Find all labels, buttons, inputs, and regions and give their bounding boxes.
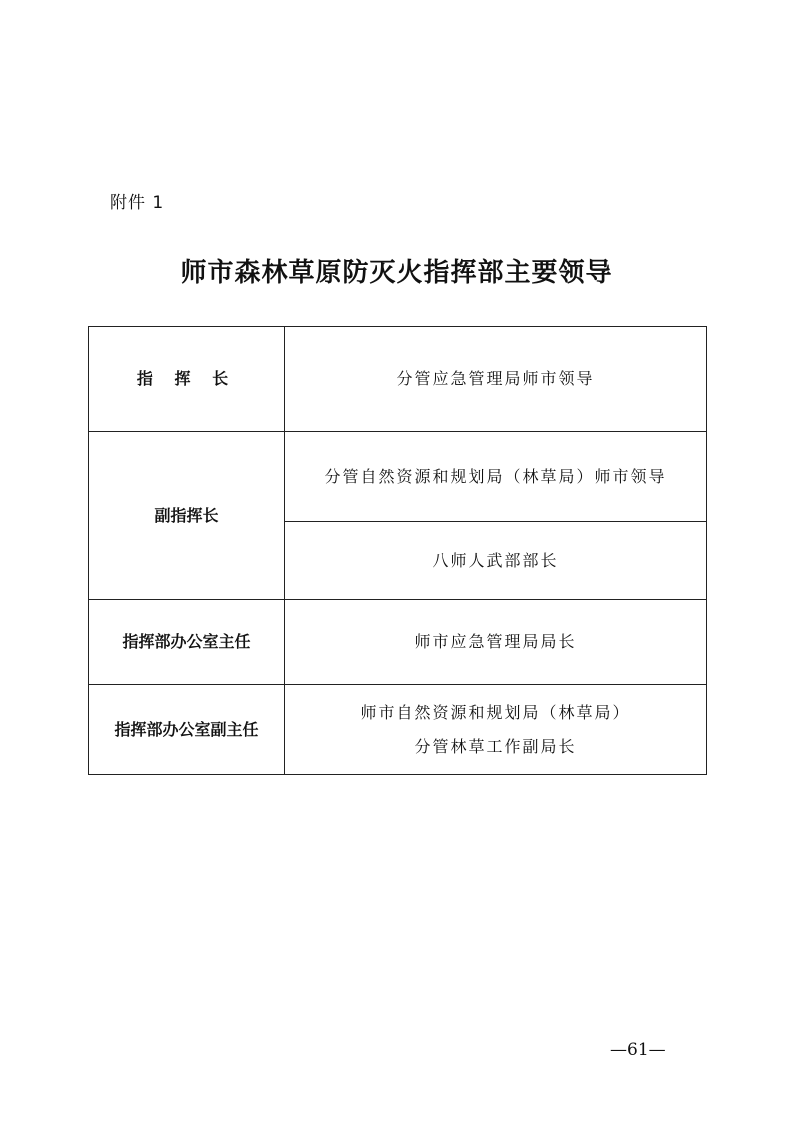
table-row [89,327,707,432]
duty-office-deputy-director [285,685,707,775]
duty-line: 分管林草工作副局长 [414,736,577,756]
duty-commander: 分管应急管理局师市领导 [285,327,707,432]
role-office-deputy-director: 指挥部办公室副主任 [89,685,285,775]
role-deputy-commander: 副指挥长 [89,432,285,600]
page-number: —61— [610,1040,666,1060]
duty-office-director: 师市应急管理局局长 [285,600,707,685]
duty-deputy-commander-1: 分管自然资源和规划局（林草局）师市领导 [285,432,707,522]
table-row [89,600,707,685]
duty-deputy-commander-2: 八师人武部部长 [285,522,707,600]
duty-line: 师市自然资源和规划局（林草局） [360,702,631,722]
document-title: 师市森林草原防灭火指挥部主要领导 [180,258,613,288]
table-row [89,432,707,522]
table-row [89,685,707,775]
role-commander: 指 挥 长 [89,327,285,432]
leaders-table [88,326,707,775]
attachment-label: 附件 1 [110,193,165,213]
role-office-director: 指挥部办公室主任 [89,600,285,685]
